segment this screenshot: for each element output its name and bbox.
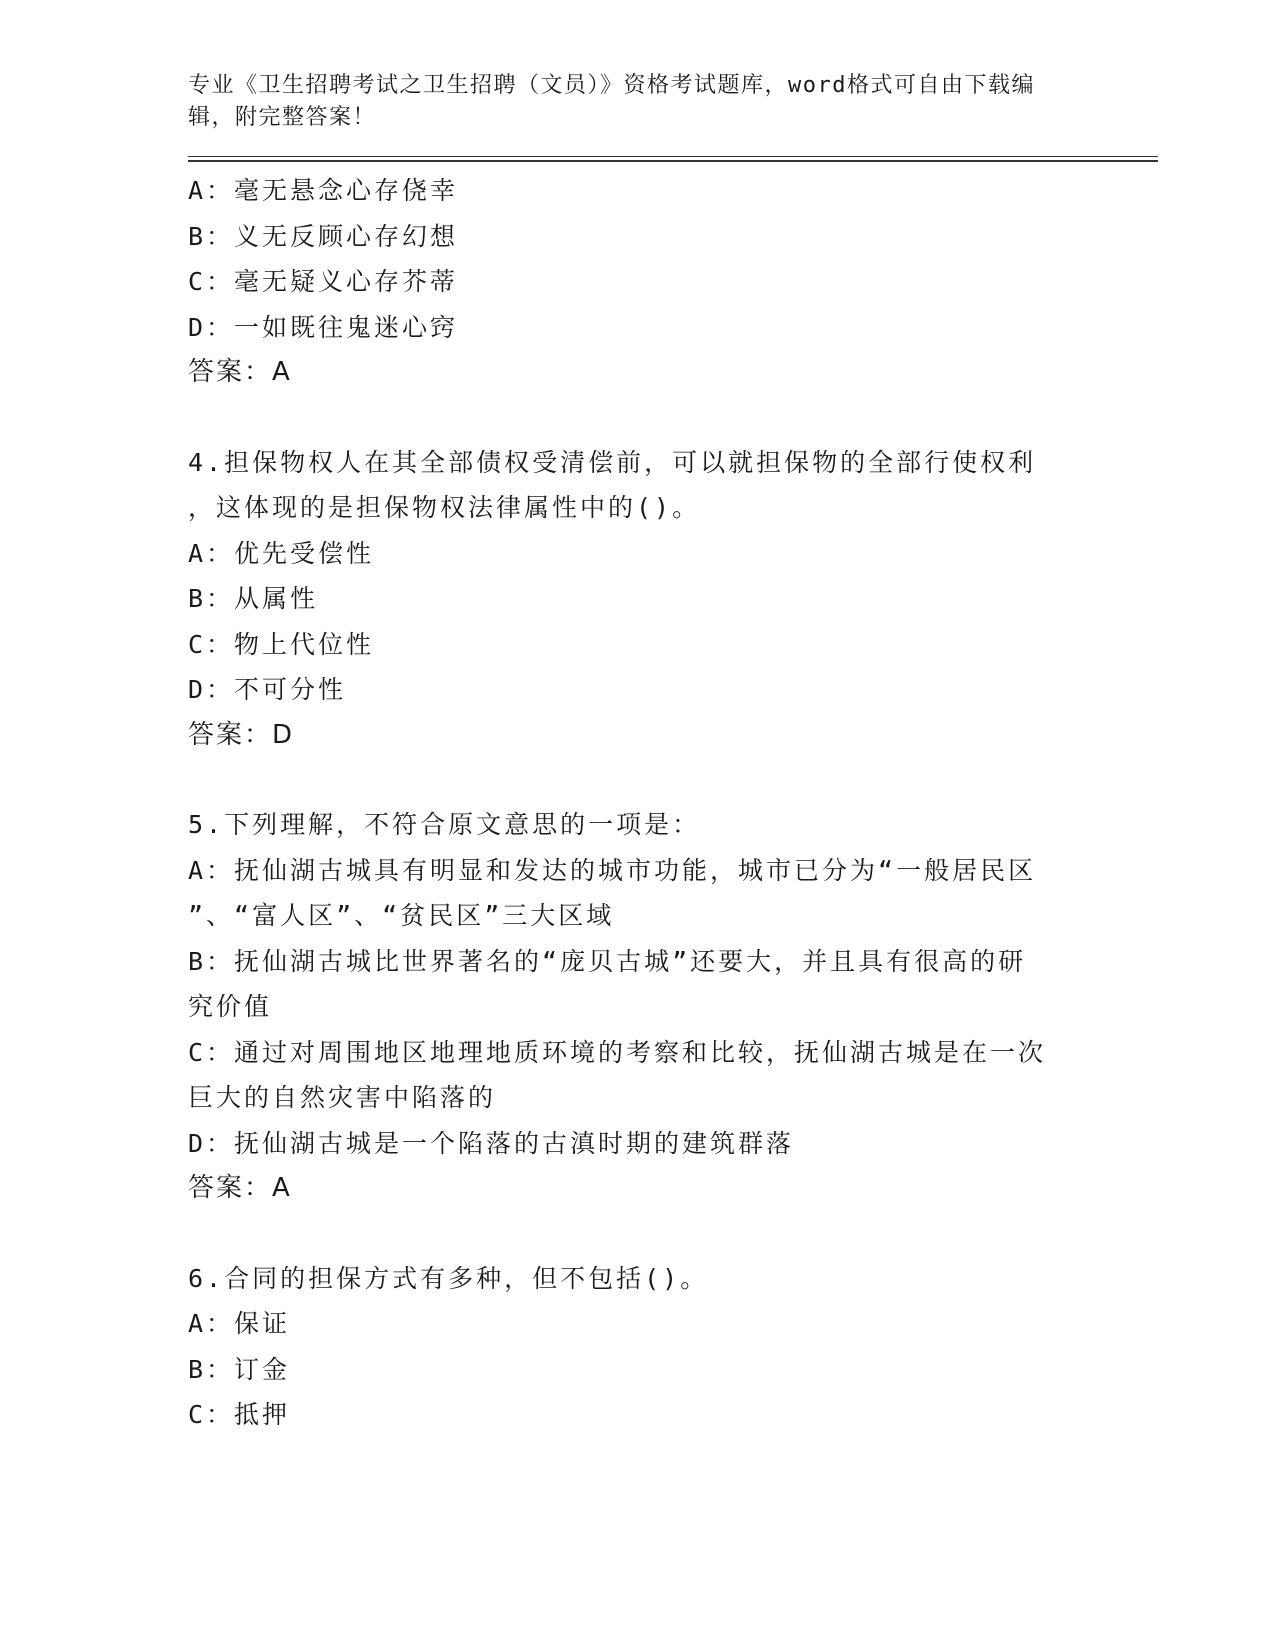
- question-6: [188, 1256, 1158, 1438]
- option-a: A：保证: [188, 1309, 291, 1338]
- option-b: B：义无反顾心存幻想: [188, 221, 459, 251]
- question-5: [188, 802, 1158, 1212]
- option-c: C：物上代位性: [188, 629, 375, 659]
- answer: 答案：A: [188, 357, 292, 387]
- option-b: B：从属性: [188, 584, 319, 613]
- option-c-line2: 巨大的自然灾害中陷落的: [188, 1083, 497, 1112]
- question-stem: 5.下列理解，不符合原文意思的一项是：: [188, 810, 701, 839]
- option-a: A：毫无悬念心存侥幸: [188, 176, 459, 205]
- document-page: [188, 70, 1158, 1438]
- option-c: C：毫无疑义心存芥蒂: [188, 267, 459, 296]
- option-d: D：抚仙湖古城是一个陷落的古滇时期的建筑群落: [188, 1128, 795, 1158]
- option-d: D：一如既往鬼迷心窍: [188, 312, 459, 342]
- option-a-line1: A：抚仙湖古城具有明显和发达的城市功能，城市已分为“一般居民区: [188, 855, 1037, 885]
- question-stem-line2: ，这体现的是担保物权法律属性中的()。: [188, 493, 701, 522]
- option-c-line1: C：通过对周围地区地理地质环境的考察和比较，抚仙湖古城是在一次: [188, 1037, 1047, 1067]
- option-b-line1: B：抚仙湖古城比世界著名的“庞贝古城”还要大，并且具有很高的研: [188, 946, 1027, 976]
- question-stem-line1: 4.担保物权人在其全部债权受清偿前，可以就担保物的全部行使权利: [188, 447, 1037, 477]
- question-4: [188, 440, 1158, 759]
- question-3: [188, 168, 1158, 396]
- question-stem: 6.合同的担保方式有多种，但不包括()。: [188, 1263, 709, 1293]
- option-b-line2: 究价值: [188, 992, 273, 1021]
- divider-thick-line: [188, 160, 1158, 162]
- document-header: 专业《卫生招聘考试之卫生招聘（文员）》资格考试题库，word格式可自由下载编辑，附完整答案！: [188, 73, 1035, 130]
- option-d: D：不可分性: [188, 675, 347, 704]
- option-c: C：抵押: [188, 1400, 291, 1429]
- option-b: B：订金: [188, 1354, 291, 1384]
- answer: 答案：A: [188, 1173, 292, 1203]
- option-a-line2: ”、“富人区”、“贫民区”三大区域: [188, 901, 615, 930]
- header-divider: [188, 156, 1158, 162]
- option-a: A：优先受偿性: [188, 538, 375, 568]
- answer: 答案：D: [188, 719, 295, 750]
- divider-thin-line: [188, 156, 1158, 157]
